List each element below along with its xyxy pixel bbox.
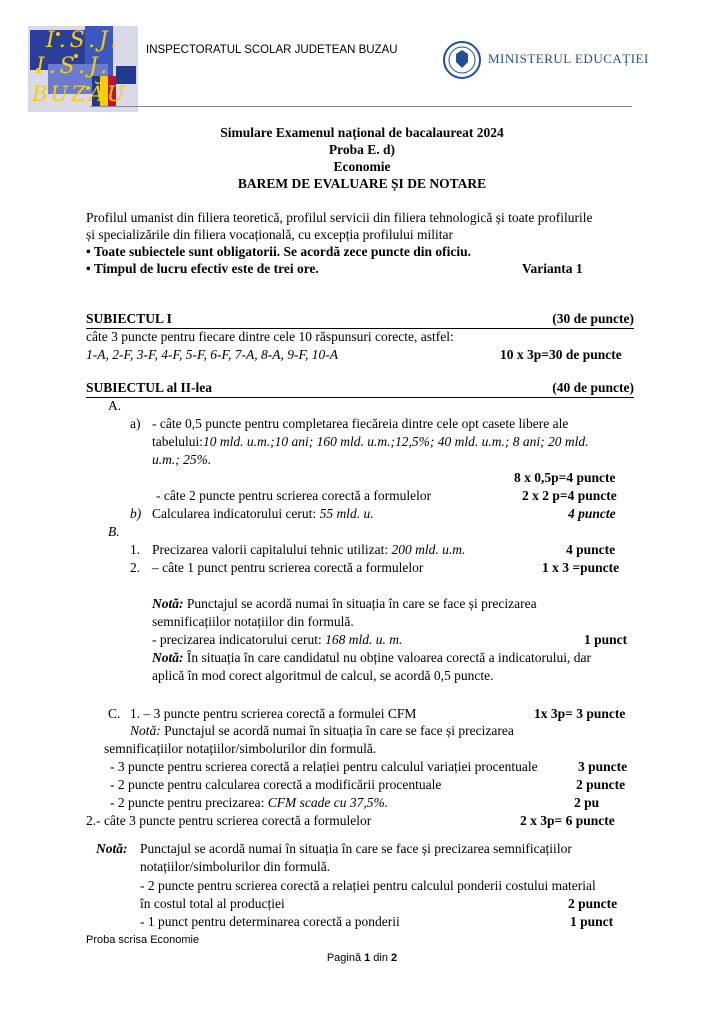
s2-C-l3 [110,794,388,811]
s2-C-l1-score: 3 puncte [578,759,628,774]
s2-C-l3-italic: CFM scade cu 37,5%. [267,795,389,810]
s2-prec [152,631,402,648]
page-indicator [0,952,724,964]
s2-C-l2: - 2 puncte pentru calcularea corectă a modificării procentuale [110,777,442,792]
s2-a-label: a) [130,416,141,431]
ministry-seal-icon [442,40,482,80]
s2-B1-italic: 200 mld. u.m. [391,542,466,557]
s2-A-label: A. [108,398,122,413]
s1-line1: câte 3 puncte pentru fiecare dintre cele 10 răspunsuri corecte, astfel: [86,329,454,344]
s1-total: 10 x 3p=30 de puncte [500,347,622,362]
s2-title: SUBIECTUL al II-lea [86,380,213,395]
s2-N-label: Notă: [96,841,128,856]
s1-header [86,311,634,329]
s2-B1-score: 4 puncte [566,542,616,557]
s2-C1-score: 1x 3p= 3 puncte [534,706,626,721]
s2-a-text2-plain: tabelului: [152,434,203,449]
s2-nota1b: semnificațiilor notațiilor din formulă. [152,614,354,629]
footer-left: Proba scrisa Economie [86,934,200,946]
s2-a-text3: u.m.; 25%. [152,452,212,467]
s2-C-l3-plain: - 2 puncte pentru precizarea: [110,795,268,810]
s2-C-l2-score: 2 puncte [576,777,626,792]
intro-bullet-1: • Toate subiectele sunt obligatorii. Se acordă zece puncte din oficiu. [86,244,471,259]
s2-a-text1: - câte 0,5 puncte pentru completarea fiecăreia dintre cele opt casete libere ale [152,416,569,431]
s2-C2-score: 2 x 3p= 6 puncte [520,813,615,828]
page-mid: din [370,952,392,964]
s2-prec-plain: - precizarea indicatorului cerut: [152,632,326,647]
s2-prec-italic: 168 mld. u. m. [325,632,403,647]
s2-C-nota-a [130,722,514,739]
s2-a-score: 8 x 0,5p=4 puncte [514,470,616,485]
s2-nota2-label: Notă: [152,650,184,665]
s2-nota2a-text: În situația în care candidatul nu obține valoarea corectă a indicatorului, dar [183,650,591,665]
s2-b-score: 4 puncte [568,506,616,521]
isj-logo [28,26,138,112]
logo-text-3: BUZĂU [32,82,128,106]
ministry-name: MINISTERUL EDUCAȚIEI [488,51,649,66]
intro-p1b: și specializările din filiera vocațională, cu excepția profilului militar [86,227,453,242]
s2-C-nota-b: semnificațiilor notațiilor/simbolurilor din formulă. [104,741,377,756]
s2-N-text-b: notațiilor/simbolurilor din formulă. [140,859,331,874]
s2-B1-text [152,541,465,558]
title-line3: Economie [333,159,391,174]
title-line1: Simulare Examenul național de bacalaureat 2024 [220,125,504,140]
logo-text-1: I.S.J. [46,28,122,53]
s2-a-formula-score: 2 x 2 p=4 puncte [522,488,617,503]
s2-C2-text: 2.- câte 3 puncte pentru scrierea corectă a formulelor [86,813,372,828]
header-divider [90,106,632,107]
s2-N-l2-score: 1 punct [570,914,614,929]
intro-p1a: Profilul umanist din filiera teoretică, profilul servicii din filiera tehnologică și toate profilurile [86,210,593,225]
s2-N-l2: - 1 punct pentru determinarea corectă a ponderii [140,914,400,929]
s2-C-label: C. [108,706,121,721]
page-pre: Pagină [326,952,365,964]
s2-nota1-label: Notă: [152,596,184,611]
s2-nota1a-text: Punctajul se acordă numai în situația în care se face și precizarea [183,596,537,611]
title-line4: BAREM DE EVALUARE ȘI DE NOTARE [237,176,487,191]
s2-B1-plain: Precizarea valorii capitalului tehnic utilizat: [152,542,392,557]
s2-B2-score: 1 x 3 =puncte [542,560,620,575]
s2-C-nota-a-text: Punctajul se acordă numai în situația în care se face și precizarea [160,723,514,738]
s2-b-label: b) [130,506,142,521]
s2-B2-num: 2. [130,560,141,575]
s2-N-l1b: în costul total al producției [140,896,285,911]
s2-prec-score: 1 punct [584,632,628,647]
page-total: 2 [391,952,398,964]
s2-B-label: B. [108,524,120,539]
s2-B2-text: – câte 1 punct pentru scrierea corectă a formulelor [152,560,424,575]
s2-a-formula: - câte 2 puncte pentru scrierea corectă a formulelor [156,488,432,503]
intro-bullet-2: • Timpul de lucru efectiv este de trei ore. [86,261,319,276]
s2-N-l1a: - 2 puncte pentru scrierea corectă a relației pentru calculul ponderii costului material [140,878,596,893]
s2-nota2b: aplică în mod corect algoritmul de calcul, se acordă 0,5 puncte. [152,668,494,683]
s1-answers: 1-A, 2-F, 3-F, 4-F, 5-F, 6-F, 7-A, 8-A, 9-F, 10-A [86,347,338,362]
s2-C-l1: - 3 puncte pentru scrierea corectă a relației pentru calculul variației procentuale [110,759,538,774]
s1-title: SUBIECTUL I [86,311,172,326]
s2-N-l1-score: 2 puncte [568,896,618,911]
page-num: 1 [364,952,371,964]
s2-a-text2 [152,433,588,450]
s2-nota2a [152,649,591,666]
title-line2: Proba E. d) [328,142,396,157]
logo-text-2: I.S.J. [36,54,112,79]
s2-points: (40 de puncte) [552,380,634,395]
s2-a-text2-italic: 10 mld. u.m.;10 ani; 160 mld. u.m.;12,5%; 40 mld. u.m.; 8 ani; 20 mld. [203,434,589,449]
variant-label: Varianta 1 [522,261,583,276]
s2-nota1a [152,595,537,612]
s2-b-text-plain: Calcularea indicatorului cerut: [152,506,320,521]
s2-header [86,380,634,398]
s2-B1-num: 1. [130,542,141,557]
s2-C-nota-label: Notă: [130,723,161,738]
s2-C-l3-score: 2 pu [574,795,600,810]
s2-b-text-italic: 55 mld. u. [319,506,374,521]
s2-C1-text: 1. – 3 puncte pentru scrierea corectă a formulei CFM [130,706,417,721]
s1-points: (30 de puncte) [552,311,634,326]
s2-N-text-a: Punctajul se acordă numai în situația în care se face și precizarea semnificațiilor [140,841,572,856]
s2-b-text [152,505,374,522]
isj-title: INSPECTORATUL SCOLAR JUDETEAN BUZAU [146,44,398,56]
